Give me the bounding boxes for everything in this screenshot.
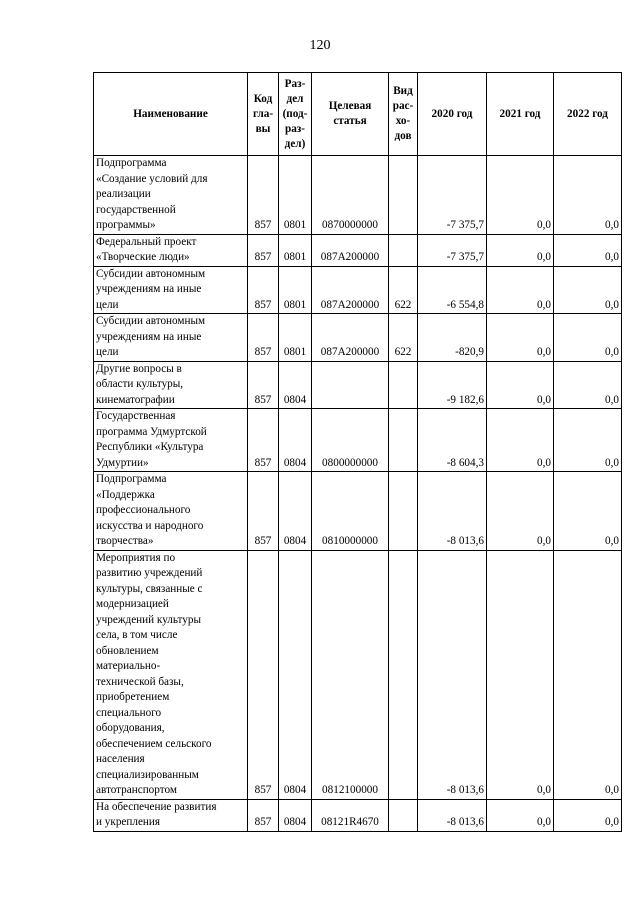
cell-target: [312, 361, 389, 409]
name-line: На обеспечение развития: [96, 800, 217, 813]
name-line: профессионального: [96, 504, 191, 516]
cell-2021: 0,0: [487, 550, 554, 799]
cell-2020: -9 182,6: [418, 361, 487, 409]
header-line: гла-: [252, 107, 274, 120]
name-line: технической базы,: [96, 675, 184, 688]
cell-section: 0804: [279, 409, 312, 472]
cell-2021: 0,0: [487, 472, 554, 551]
cell-target: 087A200000: [312, 266, 389, 314]
table-row: [94, 266, 622, 314]
cell-2020: -8 604,3: [418, 409, 487, 472]
name-line: Другие вопросы в: [96, 362, 182, 375]
header-line: дов: [394, 130, 412, 142]
header-section: [279, 73, 312, 156]
header-line: вы: [255, 122, 271, 135]
cell-target: 0800000000: [312, 409, 389, 472]
name-line: программа Удмуртской: [96, 425, 207, 438]
name-line: творчества»: [96, 535, 154, 547]
name-line: цели: [96, 346, 119, 358]
cell-2022: 0,0: [554, 266, 622, 314]
cell-expense-type: 622: [389, 314, 418, 362]
header-line: статья: [333, 115, 367, 127]
header-target: [312, 73, 389, 156]
name-line: автотранспортом: [96, 784, 177, 796]
header-line: дел): [284, 137, 306, 150]
cell-target: 0870000000: [312, 156, 389, 235]
cell-section: 0801: [279, 234, 312, 266]
cell-2020: -8 013,6: [418, 799, 487, 831]
cell-section: 0804: [279, 550, 312, 799]
cell-expense-type: [389, 156, 418, 235]
cell-2022: 0,0: [554, 156, 622, 235]
table-row: [94, 361, 622, 409]
cell-expense-type: [389, 234, 418, 266]
cell-target: 0812100000: [312, 550, 389, 799]
name-line: обеспечением сельского: [96, 737, 212, 750]
cell-name: [94, 799, 248, 831]
name-line: государственной: [96, 203, 176, 216]
cell-2021: 0,0: [487, 156, 554, 235]
cell-expense-type: [389, 409, 418, 472]
name-line: обновлением: [96, 644, 159, 657]
name-line: специализированным: [96, 768, 199, 781]
cell-expense-type: [389, 550, 418, 799]
name-line: учреждениям на иные: [96, 330, 202, 343]
name-line: села, в том числе: [96, 629, 178, 641]
cell-2021: 0,0: [487, 799, 554, 831]
cell-2022: 0,0: [554, 799, 622, 831]
cell-2021: 0,0: [487, 266, 554, 314]
header-line: хо-: [395, 115, 411, 127]
cell-expense-type: [389, 472, 418, 551]
header-line: 2020 год: [431, 107, 473, 120]
cell-name: [94, 314, 248, 362]
cell-expense-type: [389, 361, 418, 409]
cell-2020: -6 554,8: [418, 266, 487, 314]
table-row: [94, 472, 622, 551]
name-line: материально-: [96, 660, 161, 672]
cell-2020: -8 013,6: [418, 550, 487, 799]
name-line: «Творческие люди»: [96, 251, 190, 263]
name-line: приобретением: [96, 691, 170, 703]
cell-code: 857: [248, 409, 279, 472]
table-row: [94, 799, 622, 831]
name-line: цели: [96, 298, 119, 311]
cell-section: 0804: [279, 799, 312, 831]
cell-2020: -7 375,7: [418, 156, 487, 235]
name-line: искусства и народного: [96, 519, 204, 532]
cell-code: 857: [248, 550, 279, 799]
header-line: Вид: [393, 85, 413, 97]
cell-2022: 0,0: [554, 409, 622, 472]
name-line: населения: [96, 753, 145, 765]
cell-code: 857: [248, 266, 279, 314]
name-line: Субсидии автономным: [96, 315, 206, 327]
cell-code: 857: [248, 472, 279, 551]
cell-target: 087A200000: [312, 234, 389, 266]
cell-2021: 0,0: [487, 361, 554, 409]
cell-name: [94, 266, 248, 314]
cell-name: [94, 409, 248, 472]
cell-2022: 0,0: [554, 472, 622, 551]
cell-section: 0801: [279, 314, 312, 362]
cell-section: 0801: [279, 266, 312, 314]
table-header-row: [94, 73, 622, 156]
header-2022: [554, 73, 622, 156]
header-2020: [418, 73, 487, 156]
cell-name: [94, 472, 248, 551]
name-line: Мероприятия по: [96, 551, 176, 564]
cell-2021: 0,0: [487, 314, 554, 362]
header-name: [94, 73, 248, 156]
name-line: Государственная: [96, 410, 176, 422]
header-line: Наименование: [133, 107, 208, 120]
cell-name: [94, 550, 248, 799]
header-line: 2022 год: [567, 107, 608, 120]
cell-2022: 0,0: [554, 550, 622, 799]
name-line: развитию учреждений: [96, 567, 203, 579]
name-line: области культуры,: [96, 378, 184, 390]
name-line: Республики «Культура: [96, 441, 204, 453]
cell-code: 857: [248, 799, 279, 831]
cell-2022: 0,0: [554, 361, 622, 409]
header-line: рас-: [392, 100, 414, 112]
cell-2020: -8 013,6: [418, 472, 487, 551]
name-line: Субсидии автономным: [96, 267, 206, 280]
name-line: учреждениям на иные: [96, 283, 202, 295]
name-line: программы»: [96, 219, 156, 231]
name-line: Подпрограмма: [96, 473, 167, 485]
cell-section: 0801: [279, 156, 312, 235]
header-line: раз-: [284, 122, 306, 135]
name-line: учреждений культуры: [96, 613, 202, 626]
name-line: Федеральный проект: [96, 235, 197, 248]
name-line: Подпрограмма: [96, 157, 167, 169]
header-line: дел: [286, 92, 304, 105]
name-line: оборудования,: [96, 722, 165, 734]
cell-target: 087A200000: [312, 314, 389, 362]
table-row: [94, 156, 622, 235]
cell-code: 857: [248, 314, 279, 362]
cell-name: [94, 361, 248, 409]
budget-table: [93, 72, 622, 832]
page-number: 120: [309, 38, 331, 53]
cell-2021: 0,0: [487, 409, 554, 472]
cell-code: 857: [248, 234, 279, 266]
name-line: кинематографии: [96, 393, 175, 406]
table-row: [94, 314, 622, 362]
name-line: «Создание условий для: [96, 172, 208, 185]
name-line: Удмуртии»: [96, 456, 149, 469]
name-line: и укрепления: [96, 816, 161, 828]
cell-code: 857: [248, 156, 279, 235]
cell-2020: -820,9: [418, 314, 487, 362]
cell-expense-type: [389, 799, 418, 831]
cell-target: 08121R4670: [312, 799, 389, 831]
table-row: [94, 234, 622, 266]
cell-2021: 0,0: [487, 234, 554, 266]
cell-code: 857: [248, 361, 279, 409]
name-line: культуры, связанные с: [96, 582, 203, 595]
cell-target: 0810000000: [312, 472, 389, 551]
table-row: [94, 550, 622, 799]
cell-section: 0804: [279, 361, 312, 409]
name-line: реализации: [96, 188, 151, 200]
cell-name: [94, 156, 248, 235]
cell-2022: 0,0: [554, 314, 622, 362]
header-line: Целевая: [328, 100, 372, 112]
cell-2020: -7 375,7: [418, 234, 487, 266]
cell-2022: 0,0: [554, 234, 622, 266]
header-line: 2021 год: [499, 107, 541, 120]
header-line: Код: [253, 92, 273, 105]
cell-expense-type: 622: [389, 266, 418, 314]
header-line: (под-: [282, 107, 308, 120]
table-row: [94, 409, 622, 472]
name-line: специального: [96, 706, 162, 719]
name-line: «Поддержка: [96, 488, 155, 501]
cell-name: [94, 234, 248, 266]
header-line: Раз-: [284, 77, 306, 90]
header-code: [248, 73, 279, 156]
cell-section: 0804: [279, 472, 312, 551]
header-expense-type: [389, 73, 418, 156]
header-2021: [487, 73, 554, 156]
name-line: модернизацией: [96, 598, 169, 610]
